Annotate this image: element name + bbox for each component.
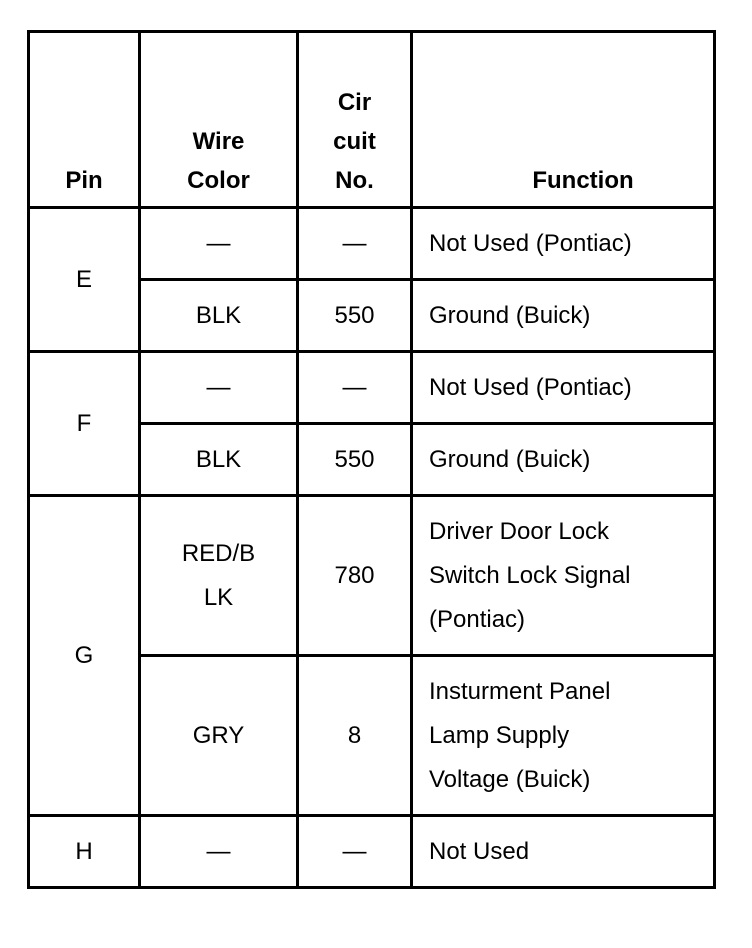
pin-cell: E: [29, 208, 140, 352]
wire-color-cell: —: [140, 352, 298, 424]
pin-cell: G: [29, 496, 140, 816]
table-header: [29, 32, 715, 208]
function-cell: Not Used: [412, 816, 715, 888]
pinout-table: [27, 30, 716, 889]
function-cell: Driver Door Lock Switch Lock Signal (Pontiac): [412, 496, 715, 656]
table-row: [29, 352, 715, 424]
circuit-cell: 780: [298, 496, 412, 656]
function-cell: Ground (Buick): [412, 280, 715, 352]
header-wire-color: Wire Color: [140, 32, 298, 208]
function-cell: Insturment Panel Lamp Supply Voltage (Buick): [412, 656, 715, 816]
circuit-cell: —: [298, 816, 412, 888]
circuit-cell: —: [298, 352, 412, 424]
table-row: [29, 816, 715, 888]
circuit-cell: 550: [298, 424, 412, 496]
wire-color-cell: BLK: [140, 280, 298, 352]
function-cell: Not Used (Pontiac): [412, 208, 715, 280]
table-row: [29, 208, 715, 280]
function-cell: Ground (Buick): [412, 424, 715, 496]
wire-color-cell: RED/B LK: [140, 496, 298, 656]
circuit-cell: 550: [298, 280, 412, 352]
wire-color-cell: —: [140, 208, 298, 280]
table-row: [29, 496, 715, 656]
pin-cell: H: [29, 816, 140, 888]
function-cell: Not Used (Pontiac): [412, 352, 715, 424]
wire-color-cell: —: [140, 816, 298, 888]
circuit-cell: 8: [298, 656, 412, 816]
wire-color-cell: BLK: [140, 424, 298, 496]
header-pin: Pin: [29, 32, 140, 208]
wire-color-cell: GRY: [140, 656, 298, 816]
circuit-cell: —: [298, 208, 412, 280]
header-circuit-no: Cir cuit No.: [298, 32, 412, 208]
header-function: Function: [412, 32, 715, 208]
pin-cell: F: [29, 352, 140, 496]
